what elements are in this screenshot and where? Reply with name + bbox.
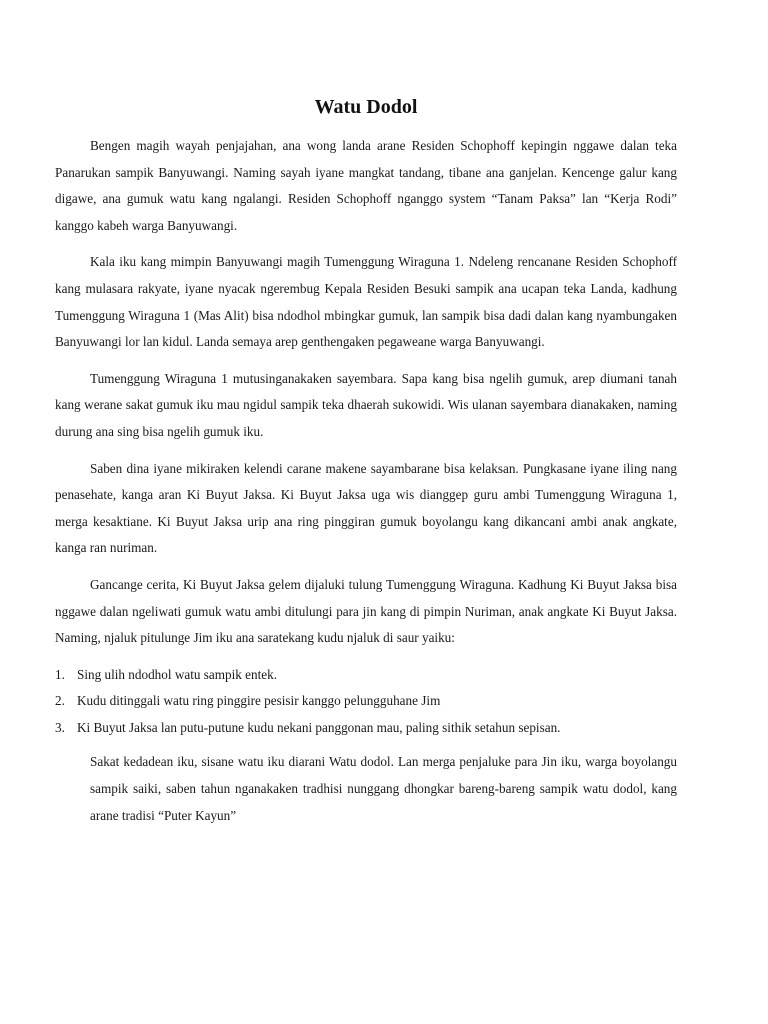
paragraph-4: Saben dina iyane mikiraken kelendi carane makene sayambarane bisa kelaksan. Pungkasane iyane iling nang penasehate, kanga aran Ki Buyut Jaksa. Ki Buyut Jaksa uga wis dianggep guru ambi Tumenggung Wiraguna 1, merga kesaktiane. Ki Buyut Jaksa urip ana ring pinggiran gumuk boyolangu kang dikancani ambi anak angkate, kanga ran nuriman. xyxy=(55,460,677,556)
list-item xyxy=(55,688,677,715)
list-item xyxy=(55,662,677,689)
list-item-number: 2. xyxy=(55,693,65,709)
list-item-text: Kudu ditinggali watu ring pinggire pesisir kanggo pelungguhane Jim xyxy=(77,693,441,709)
list-item xyxy=(55,715,677,742)
paragraph-2: Kala iku kang mimpin Banyuwangi magih Tumenggung Wiraguna 1. Ndeleng rencanane Residen Schophoff kang mulasara rakyate, iyane nyacak ngerembug Kepala Residen Besuki sampik ana ucapan teka Landa, kadhung Tumenggung Wiraguna 1 (Mas Alit) bisa ndodhol mbingkar gumuk, lan sampik bisa dadi dalan kang nyambungaken Banyuwangi lor lan kidul. Landa semaya arep genthengaken pegaweane warga Banyuwangi. xyxy=(55,254,677,350)
paragraph-1: Bengen magih wayah penjajahan, ana wong landa arane Residen Schophoff kepingin nggawe dalan teka Panarukan sampik Banyuwangi. Naming sayah iyane mangkat tandang, tibane ana ganjelan. Kencenge galur kang digawe, ana gumuk watu kang ngalangi. Residen Schophoff nganggo system “Tanam Paksa” lan “Kerja Rodi” kanggo kabeh warga Banyuwangi. xyxy=(55,138,677,233)
list-item-number: 1. xyxy=(55,666,65,682)
list-item-text: Ki Buyut Jaksa lan putu-putune kudu nekani panggonan mau, paling sithik setahun sepisan. xyxy=(77,719,561,735)
list-item-number: 3. xyxy=(55,719,65,735)
paragraph-5: Gancange cerita, Ki Buyut Jaksa gelem dijaluki tulung Tumenggung Wiraguna. Kadhung Ki Buyut Jaksa bisa nggawe dalan ngeliwati gumuk watu ambi ditulungi para jin kang di pimpin Nuriman, anak angkate Ki Buyut Jaksa. Naming, njaluk pitulunge Jim iku ana saratekang kudu njaluk di saur yaiku: xyxy=(55,576,677,646)
document-page xyxy=(55,93,677,839)
requirements-list xyxy=(55,662,677,742)
list-item-text: Sing ulih ndodhol watu sampik entek. xyxy=(77,666,277,682)
paragraph-3: Tumenggung Wiraguna 1 mutusinganakaken sayembara. Sapa kang bisa ngelih gumuk, arep diumani tanah kang werane sakat gumuk iku mau ngidul sampik teka dhaerah sukowidi. Wis ulanan sayembara dianakaken, naming durung ana sing bisa ngelih gumuk iku. xyxy=(55,370,677,439)
document-title: Watu Dodol xyxy=(314,96,418,118)
closing-paragraph: Sakat kedadean iku, sisane watu iku diarani Watu dodol. Lan merga penjaluke para Jin iku, warga boyolangu sampik saiki, saben tahun nganakaken tradhisi nunggang dhongkar bareng-bareng sampik watu dodol, kang arane tradisi “Puter Kayun” xyxy=(90,754,677,823)
